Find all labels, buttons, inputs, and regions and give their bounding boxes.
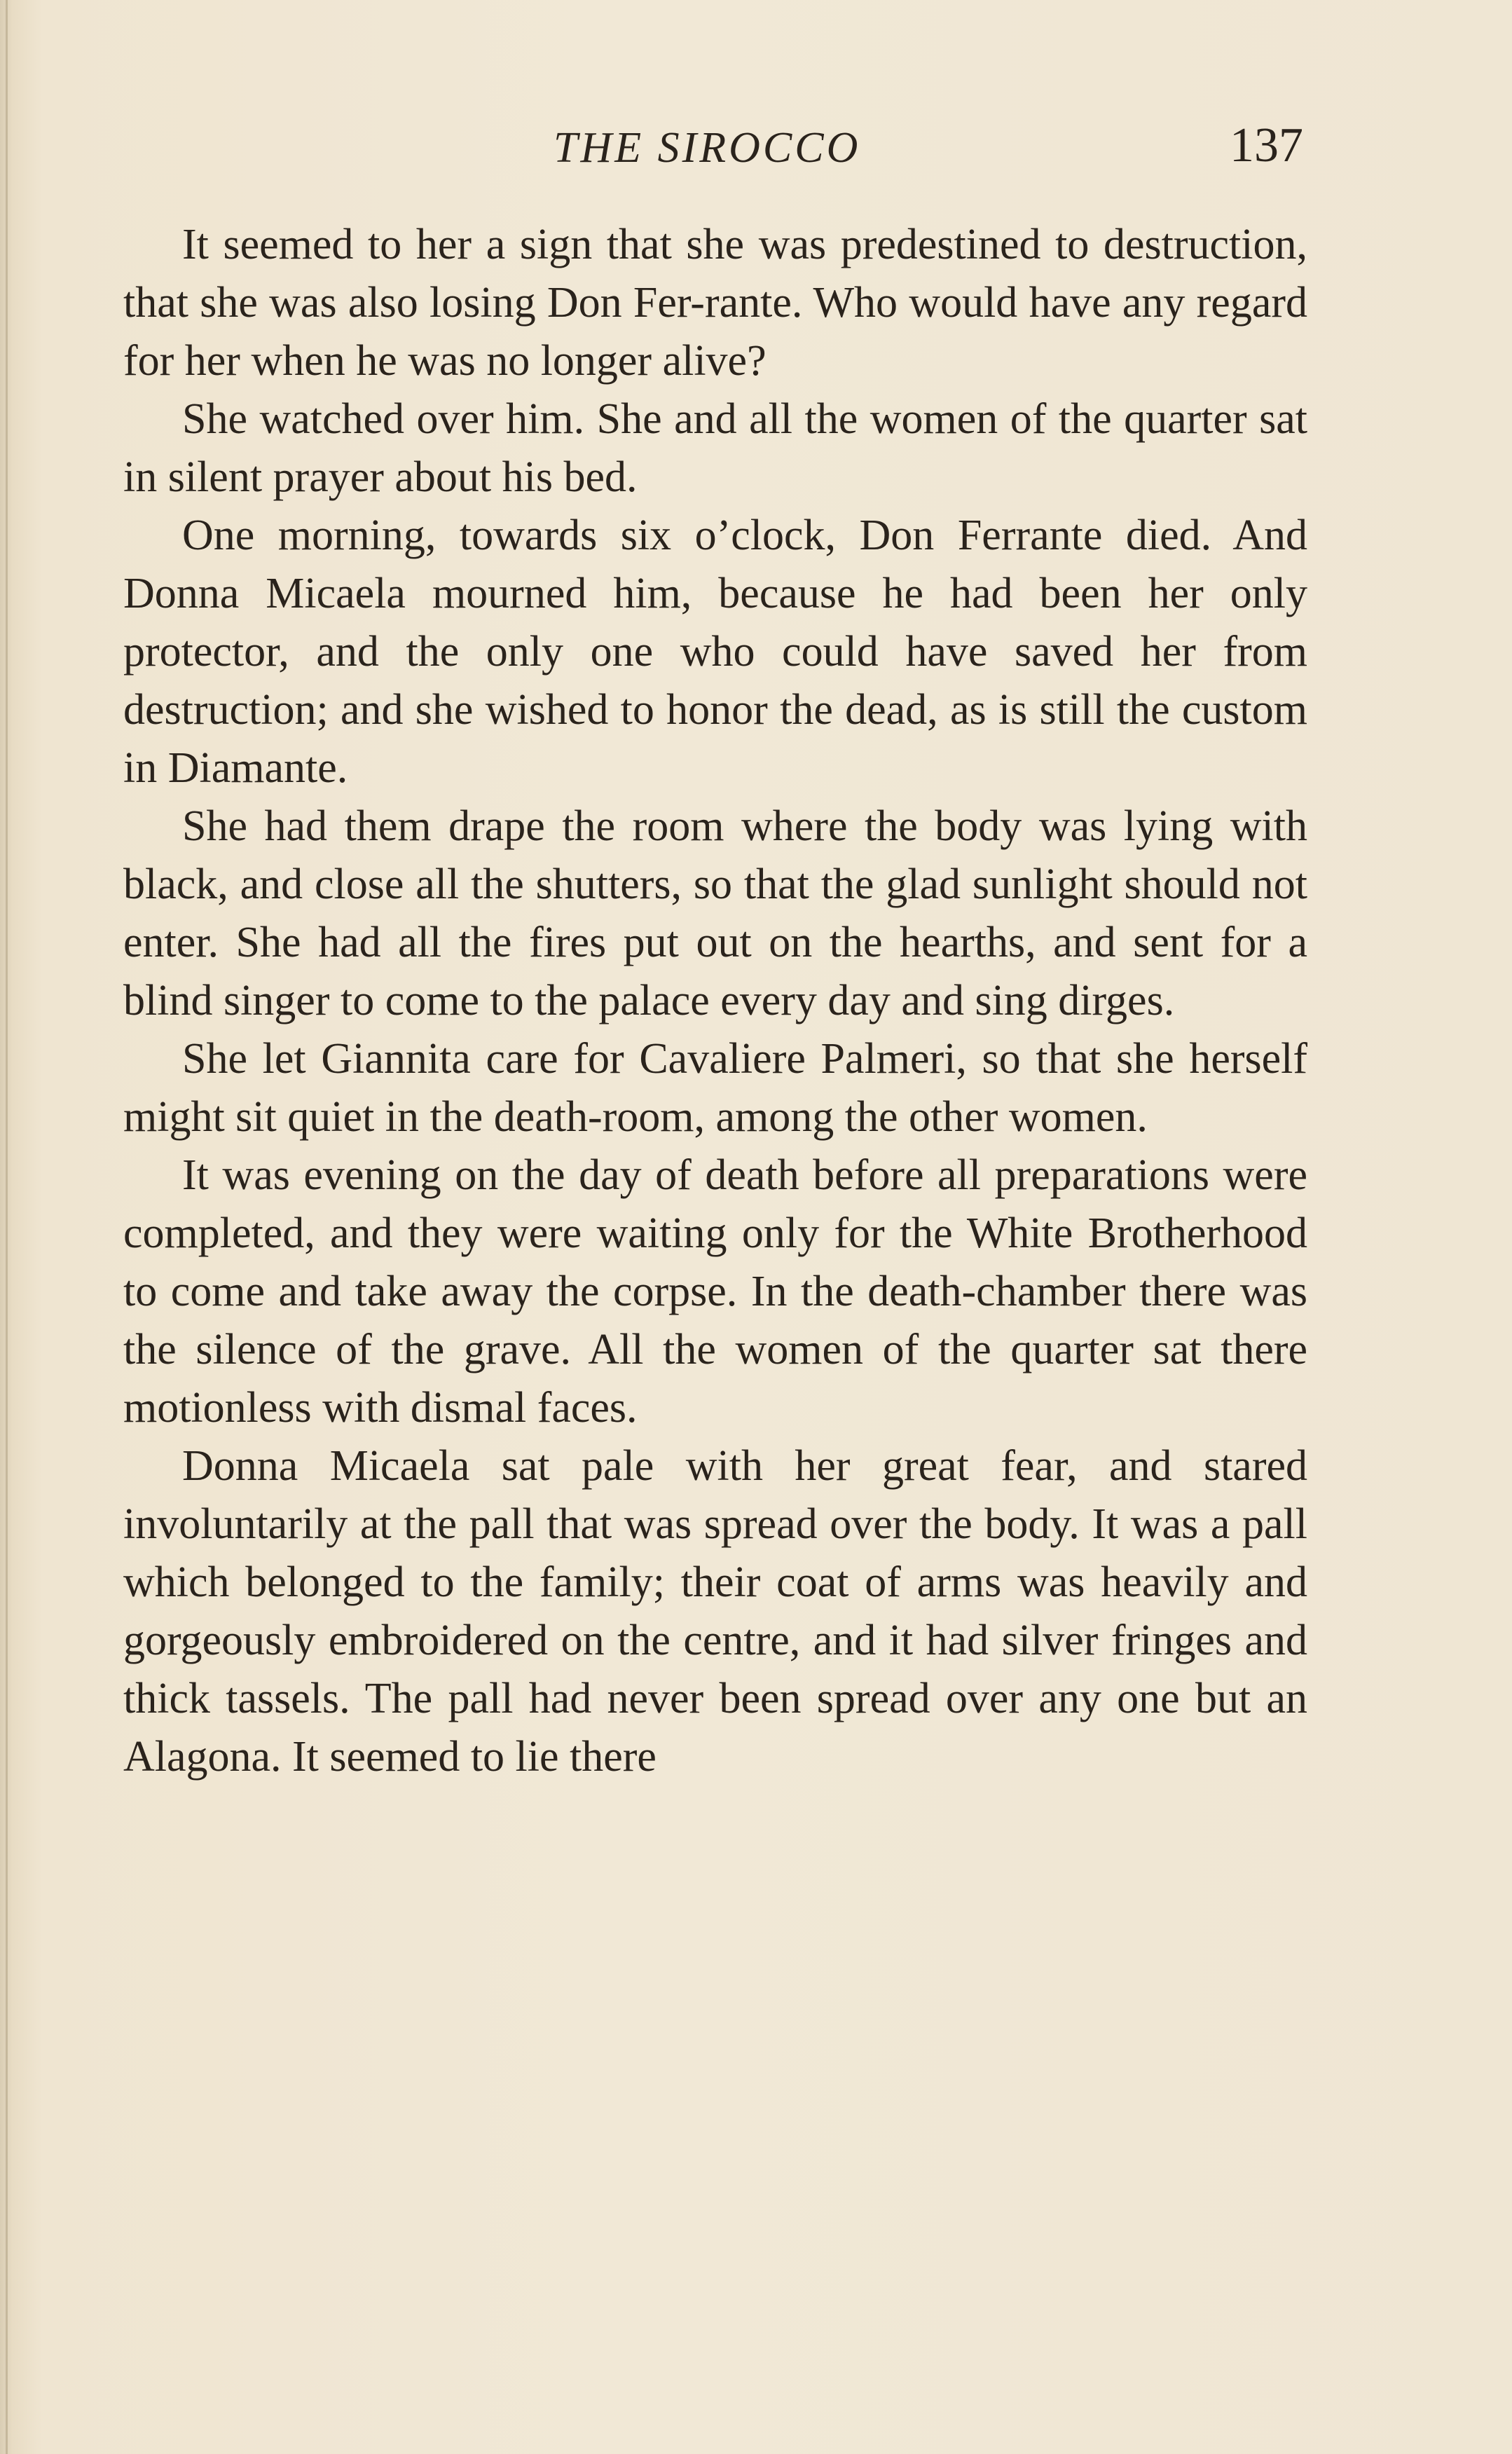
paragraph: She let Giannita care for Cavaliere Palmeri, so that she herself might sit quiet in the death-room, among the other women. [123, 1035, 1307, 1141]
running-header [0, 112, 1512, 175]
page-gutter-edge [6, 0, 8, 2454]
paragraph: It was evening on the day of death before all preparations were completed, and they were waiting only for the White Brotherhood to come and take away the corpse. In the death-chamber there was the silence of the grave. All the women of the quarter sat there motionless with dismal faces. [123, 1151, 1307, 1432]
paragraph: She had them drape the room where the body was lying with black, and close all the shutters, so that the glad sunlight should not enter. She had all the fires put out on the hearths, and sent for a blind singer to come to the palace every day and sing dirges. [123, 802, 1307, 1024]
running-title: THE SIROCCO [554, 124, 861, 172]
paragraph: It seemed to her a sign that she was predestined to destruction, that she was also losing Don Fer-rante. Who would have any regard for her when he was no longer alive? [123, 221, 1307, 385]
body-text [123, 216, 1307, 1786]
paragraph: She watched over him. She and all the women of the quarter sat in silent prayer about his bed. [123, 395, 1307, 501]
paragraph: One morning, towards six o’clock, Don Ferrante died. And Donna Micaela mourned him, because he had been her only protector, and the only one who could have saved her from destruction; and she wished to honor the dead, as is still the custom in Diamante. [123, 512, 1307, 792]
page-number: 137 [1230, 118, 1303, 172]
paragraph: Donna Micaela sat pale with her great fear, and stared involuntarily at the pall that was spread over the body. It was a pall which belonged to the family; their coat of arms was heavily and gorgeously embroidered on the centre, and it had silver fringes and thick tassels. The pall had never been spread over any one but an Alagona. It seemed to lie there [123, 1442, 1307, 1781]
